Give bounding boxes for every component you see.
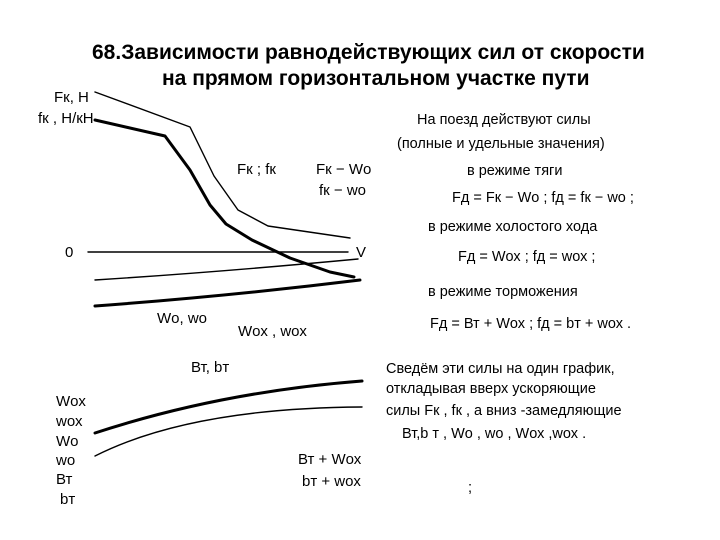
label-braking-plus-idle-1: Вт + Wох xyxy=(298,451,362,468)
slide-title-line-1: 68.Зависимости равнодействующих сил от скорости xyxy=(92,41,645,64)
label-resistance-motor: Wо, wо xyxy=(157,310,208,327)
label-traction-minus-resistance-2: fк − wо xyxy=(319,182,366,199)
curve-braking xyxy=(95,381,362,433)
formula-idle: Fд = Wох ; fд = wох ; xyxy=(458,249,596,265)
left-legend-item: bт xyxy=(60,491,76,508)
label-traction-minus-resistance-1: Fк − Wо xyxy=(316,161,372,178)
label-braking-plus-idle-2: bт + wох xyxy=(302,473,361,490)
label-traction-curve: Fк ; fк xyxy=(237,161,276,178)
left-legend-item: wох xyxy=(56,413,83,430)
explanation-heading-2: (полные и удельные значения) xyxy=(397,136,605,152)
mode-braking-label: в режиме торможения xyxy=(428,284,578,300)
label-resistance-idle: Wох , wох xyxy=(238,323,307,340)
left-legend-item: wо xyxy=(56,452,76,469)
origin-label: 0 xyxy=(65,244,74,261)
y-axis-label-force: Fк, Н xyxy=(54,89,89,106)
summary-line-2: откладывая вверх ускоряющие xyxy=(386,381,596,397)
mode-idle-label: в режиме холостого хода xyxy=(428,219,598,235)
formula-traction: Fд = Fк − Wо ; fд = fк − wо ; xyxy=(452,190,634,206)
curve-traction xyxy=(95,120,354,277)
curve-braking-plus-idle xyxy=(95,407,362,456)
y-axis-label-specific-force: fк , Н/кН xyxy=(38,110,94,127)
stray-mark: ; xyxy=(468,480,473,496)
label-braking: Вт, bт xyxy=(191,359,230,376)
curve-traction-minus-resistance xyxy=(95,92,350,238)
left-legend-item: Wох xyxy=(56,393,86,410)
summary-line-1: Сведём эти силы на один график, xyxy=(386,361,615,377)
explanation-heading-1: На поезд действуют силы xyxy=(417,112,591,128)
summary-line-4: Вт,b т , Wо , wо , Wох ,wох . xyxy=(402,426,587,442)
summary-line-3: силы Fк , fк , а вниз -замедляющие xyxy=(386,403,622,419)
left-legend-item: Вт xyxy=(56,471,73,488)
left-legend-item: Wо xyxy=(56,433,79,450)
x-axis-label-speed: V xyxy=(356,244,367,261)
curve-resistance-idle xyxy=(95,280,360,306)
mode-traction-label: в режиме тяги xyxy=(467,163,563,179)
formula-braking: Fд = Вт + Wох ; fд = bт + wох . xyxy=(430,316,632,332)
slide-title-line-2: на прямом горизонтальном участке пути xyxy=(162,67,590,90)
